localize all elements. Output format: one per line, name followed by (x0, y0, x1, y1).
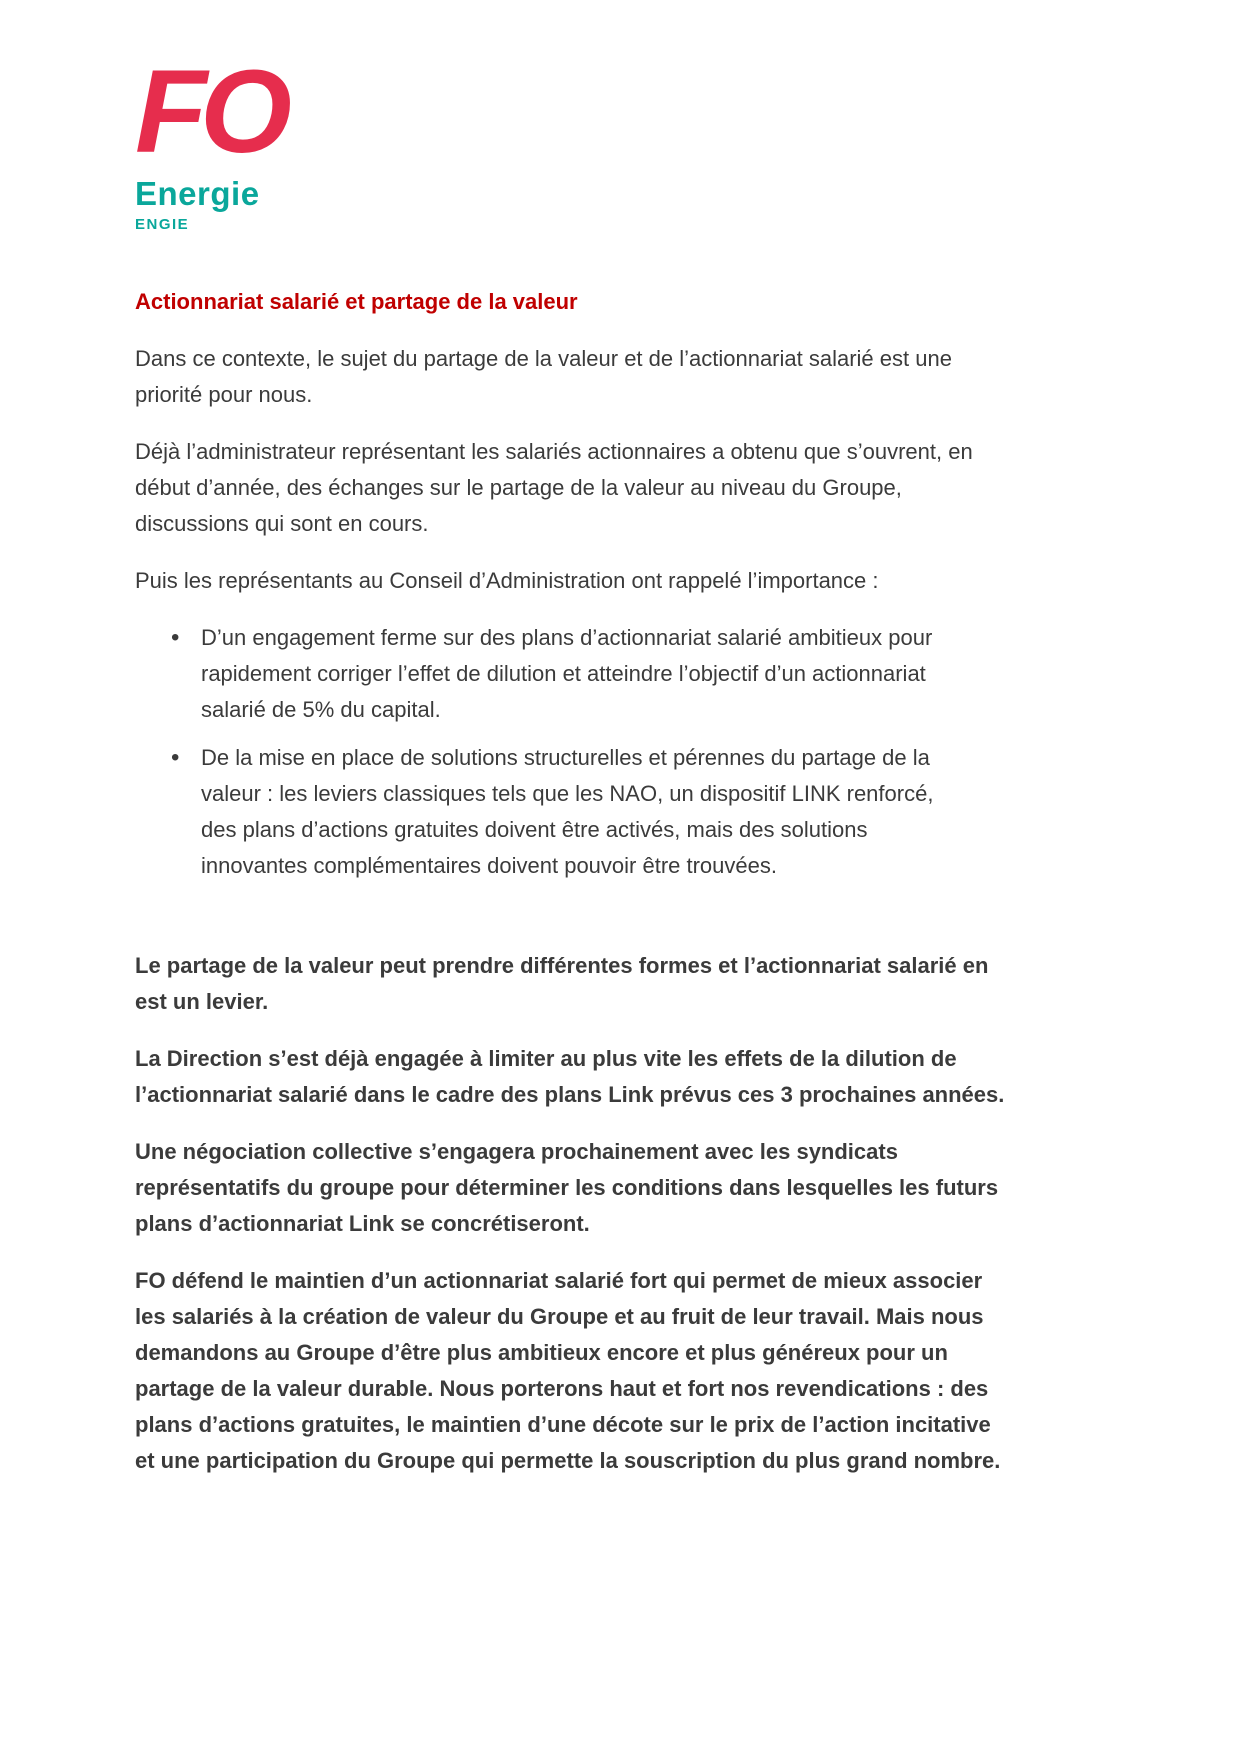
paragraph-representants: Puis les représentants au Conseil d’Administration ont rappelé l’importance : (135, 567, 879, 593)
paragraph-administrateur: Déjà l’administrateur représentant les salariés actionnaires a obtenu que s’ouvrent, en début d’année, des échanges sur le partage de la valeur au niveau du Groupe, discussions qui sont en cours. (135, 438, 973, 536)
logo-engie-text: ENGIE (135, 215, 190, 233)
bold-paragraph-negociation: Une négociation collective s’engagera prochainement avec les syndicats représentatifs du groupe pour déterminer les conditions dans lesquelles les futurs plans d’actionnariat Link se concrétiseront. (135, 1138, 999, 1236)
document-heading: Actionnariat salarié et partage de la valeur (135, 288, 578, 314)
bold-section (135, 948, 1105, 1479)
bullet-item-engagement: • D’un engagement ferme sur des plans d’actionnariat salarié ambitieux pour rapidement corriger l’effet de dilution et atteindre l’objectif d’un actionnariat salarié de 5% du capital. (171, 620, 961, 728)
fo-energie-logo (135, 46, 1105, 233)
paragraph-context: Dans ce contexte, le sujet du partage de la valeur et de l’actionnariat salarié est une priorité pour nous. (135, 345, 952, 407)
fo-logo-text: FO (135, 46, 285, 178)
bullet-list (135, 620, 1105, 884)
logo-energie-text: Energie (135, 174, 260, 212)
bold-paragraph-direction: La Direction s’est déjà engagée à limiter au plus vite les effets de la dilution de l’actionnariat salarié dans le cadre des plans Link prévus ces 3 prochaines années. (135, 1045, 1005, 1107)
bullet-item-solutions: • De la mise en place de solutions structurelles et pérennes du partage de la valeur : les leviers classiques tels que les NAO, un dispositif LINK renforcé, des plans d’actions gratuites doivent être activés, mais des solutions innovantes complémentaires doivent pouvoir être trouvées. (171, 740, 961, 884)
bold-paragraph-fo-defend: FO défend le maintien d’un actionnariat salarié fort qui permet de mieux associer les salariés à la création de valeur du Groupe et au fruit de leur travail. Mais nous demandons au Groupe d’être plus ambitieux encore et plus généreux pour un partage de la valeur durable. Nous porterons haut et fort nos revendications : des plans d’actions gratuites, le maintien d’une décote sur le prix de l’action incitative et une participation du Groupe qui permette la souscription du plus grand nombre. (135, 1267, 1001, 1473)
bold-paragraph-partage: Le partage de la valeur peut prendre différentes formes et l’actionnariat salarié en est un levier. (135, 952, 989, 1014)
